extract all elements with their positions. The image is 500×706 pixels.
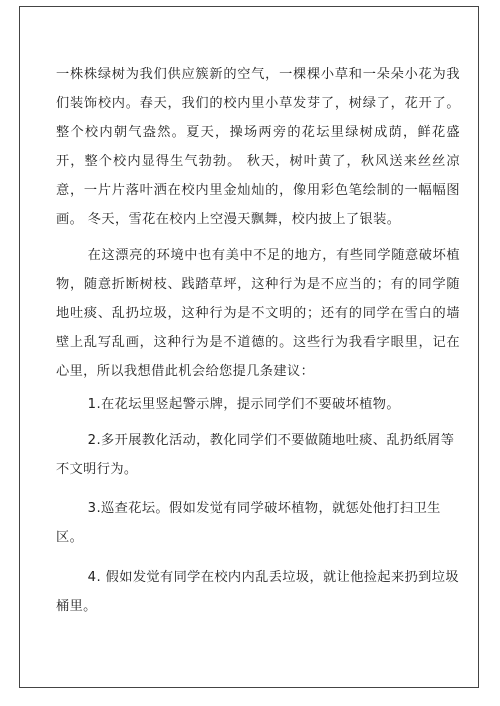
suggestion-item-3: 3.巡查花坛。假如发觉有同学破坏植物，就惩处他打扫卫生区。 <box>56 501 441 545</box>
suggestion-item-4: 4. 假如发觉有同学在校内内乱丢垃圾，就让他捡起来扔到垃圾桶里。 <box>56 570 459 614</box>
paragraph-campus-seasons: 一株株绿树为我们供应簇新的空气，一棵棵小草和一朵朵小花为我们装饰校内。春天，我们的校内里小草发芽了，树绿了，花开了。整个校内朝气盎然。夏天，操场两旁的花坛里绿树成荫，鲜花盛开，整个校内显得生气勃勃。 秋天，树叶黄了，秋风送来丝丝凉意，一片片落叶洒在校内里金灿灿的，像用彩色笔绘制的一幅幅图画。 冬天，雪花在校内上空漫天飘舞，校内披上了银装。 <box>56 67 460 227</box>
document-body <box>56 60 460 621</box>
suggestion-item-2: 2.多开展教化活动，教化同学们不要做随地吐痰、乱扔纸屑等不文明行为。 <box>56 433 455 477</box>
suggestion-item-1: 1.在花坛里竖起警示牌，提示同学们不要破坏植物。 <box>87 397 400 412</box>
paragraph-problems: 在这漂亮的环境中也有美中不足的地方，有些同学随意破坏植物，随意折断树枝、践踏草坪，这种行为是不应当的；有的同学随地吐痰、乱扔垃圾，这种行为是不文明的；还有的同学在雪白的墙壁上乱写乱画，这种行为是不道德的。这些行为我看字眼里，记在心里，所以我想借此机会给您提几条建议： <box>56 248 460 379</box>
